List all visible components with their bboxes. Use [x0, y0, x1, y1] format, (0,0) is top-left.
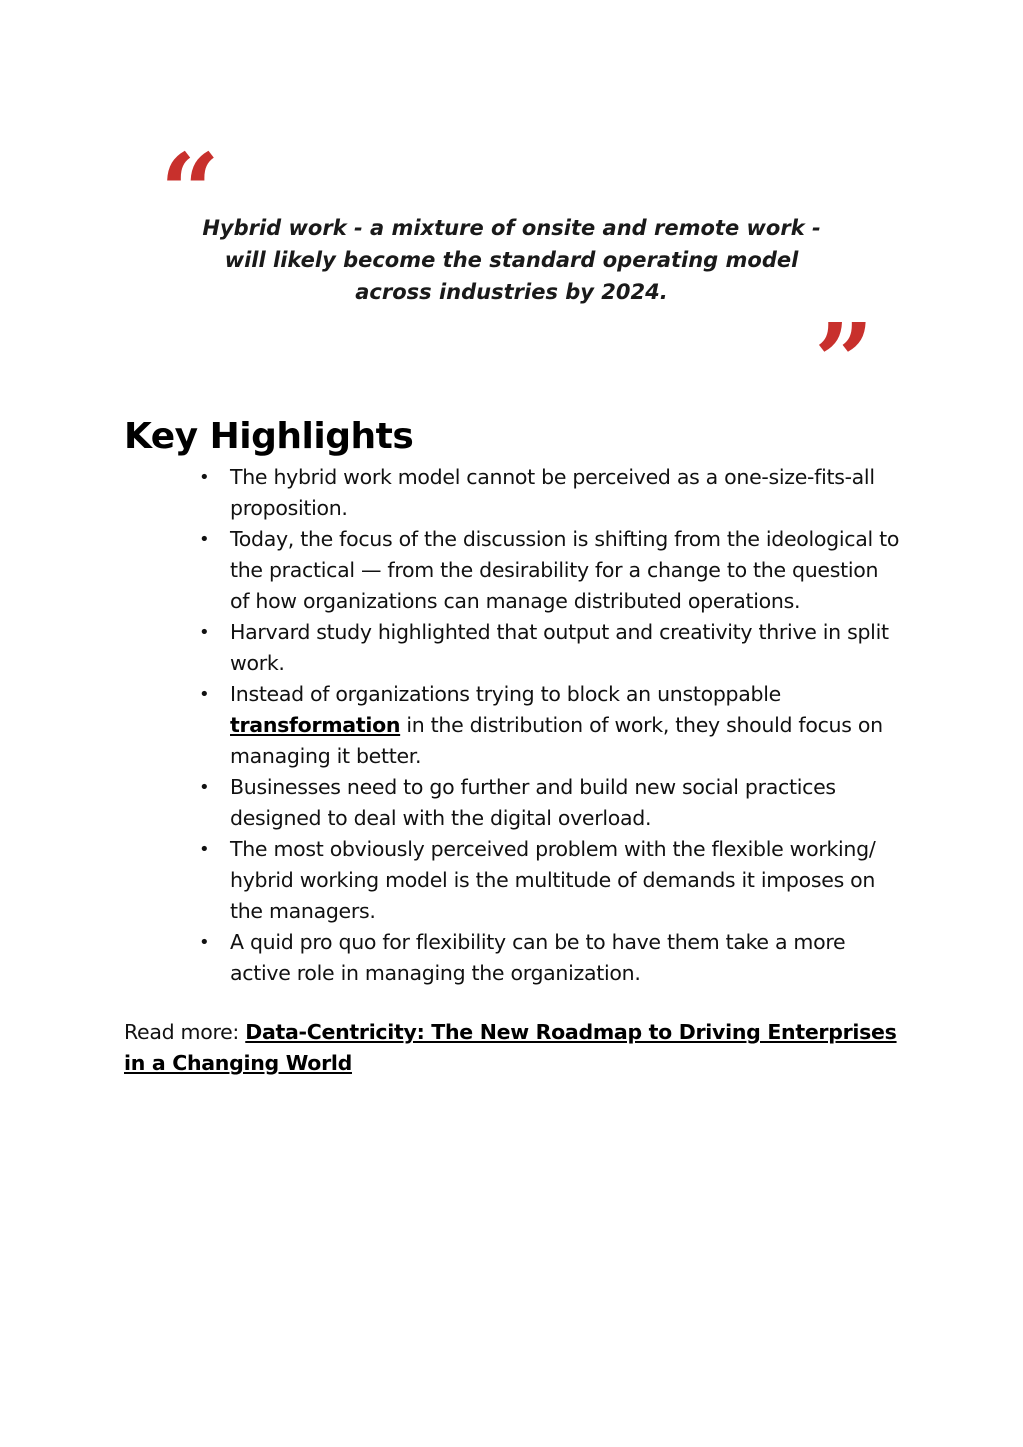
bullet-icon: • [199, 839, 210, 860]
list-item-text: Harvard study highlighted that output and creativity thrive in split work. [230, 620, 889, 675]
list-item-text: Businesses need to go further and build new social practices designed to deal with the digital overload. [230, 775, 836, 830]
read-more-label: Read more: [124, 1020, 246, 1044]
list-item-text: in the distribution of work, they should focus on managing it better. [230, 713, 883, 768]
bullet-icon: • [199, 684, 210, 705]
close-quote-icon: ” [814, 300, 868, 423]
transformation-link[interactable]: transformation [230, 713, 401, 737]
list-item [199, 772, 902, 834]
bullet-icon: • [199, 467, 210, 488]
list-item [199, 462, 902, 524]
pull-quote-text: Hybrid work - a mixture of onsite and remote work - will likely become the standard operating model across industries by 2024. [202, 216, 821, 304]
bullet-icon: • [199, 622, 210, 643]
list-item-text: The most obviously perceived problem with the flexible working/ hybrid working model is the multitude of demands it imposes on the managers. [230, 837, 876, 923]
open-quote-icon: “ [160, 130, 214, 253]
list-item [199, 927, 902, 989]
page-heading: Key Highlights [124, 416, 414, 457]
list-item [199, 834, 902, 927]
read-more [124, 1017, 904, 1079]
list-item [199, 617, 902, 679]
bullet-icon: • [199, 777, 210, 798]
list-item-text: The hybrid work model cannot be perceived as a one-size-fits-all proposition. [230, 465, 875, 520]
bullet-icon: • [199, 529, 210, 550]
bullet-icon: • [199, 932, 210, 953]
read-more-link[interactable]: Data-Centricity: The New Roadmap to Driving Enterprises in a Changing World [124, 1020, 897, 1075]
list-item [199, 524, 902, 617]
list-item-text: Instead of organizations trying to block an unstoppable [230, 682, 781, 706]
highlights-list [199, 462, 902, 989]
list-item-text: Today, the focus of the discussion is shifting from the ideological to the practical — from the desirability for a change to the question of how organizations can manage distributed operations. [230, 527, 900, 613]
list-item [199, 679, 902, 772]
list-item-text: A quid pro quo for flexibility can be to have them take a more active role in managing the organization. [230, 930, 846, 985]
